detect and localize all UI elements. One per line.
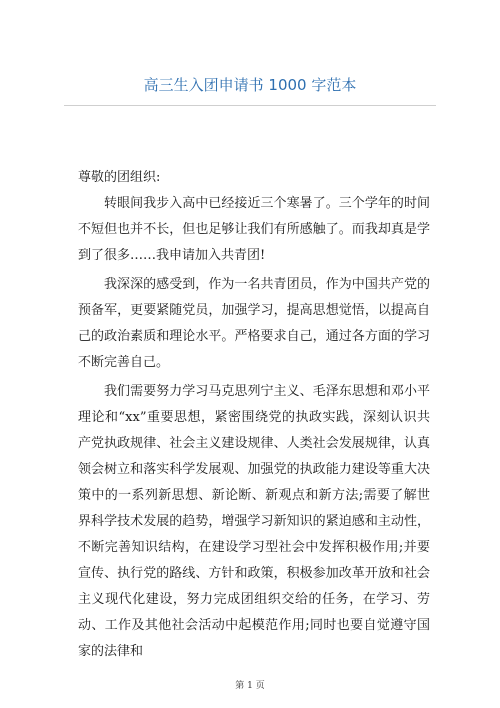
title-divider (64, 105, 436, 106)
document-title: 高三生入团申请书 1000 字范本 (143, 76, 357, 94)
paragraph-1: 转眼间我步入高中已经接近三个寒暑了。三个学年的时间不短但也并不长，但也足够让我们有所感触了。而我却真是学到了很多……我申请加入共青团! (78, 196, 430, 263)
salutation: 尊敬的团组织: (78, 170, 161, 185)
page-number: 第 1 页 (235, 681, 265, 691)
paragraph-3: 我们需要努力学习马克思列宁主义、毛泽东思想和邓小平理论和“xx”重要思想，紧密围绕党的执政实践，深刻认识共产党执政规律、社会主义建设规律、人类社会发展规律，认真领会树立和落实科学发展观、加强党的执政能力建设等重大决策中的一系列新思想、新论断、新观点和新方法;需要了解世界科学技术发展的趋势，增强学习新知识的紧迫感和主动性，不断完善知识结构，在建设学习型社会中发挥积极作用;并要宣传、执行党的路线、方针和政策，积极参加改革开放和社会主义现代化建设，努力完成团组织交给的任务，在学习、劳动、工作及其他社会活动中起模范作用;同时也要自觉遵守国家的法律和 (78, 384, 430, 659)
paragraph-2: 我深深的感受到，作为一名共青团员，作为中国共产党的预备军，更要紧随党员，加强学习，提高思想觉悟，以提高自己的政治素质和理论水平。严格要求自己，通过各方面的学习不断完善自己。 (78, 277, 430, 370)
document-body (78, 165, 430, 665)
